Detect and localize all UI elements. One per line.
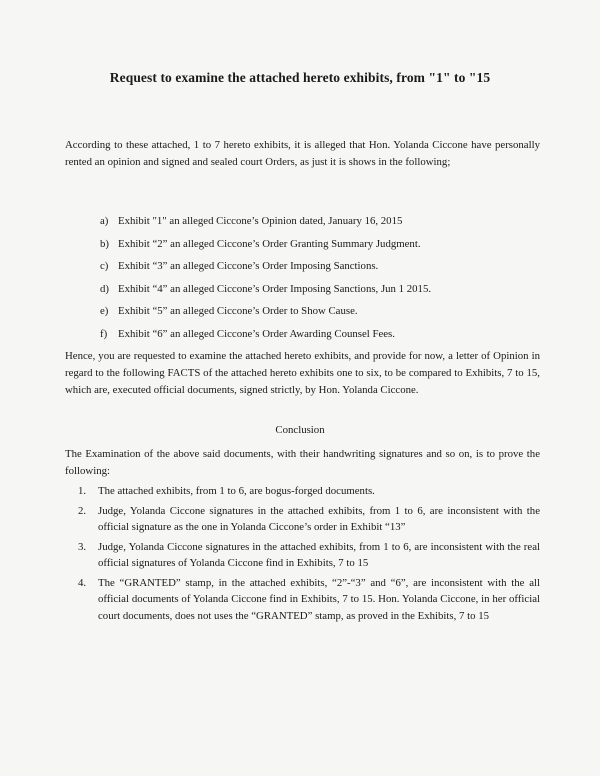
finding-number: 3.	[78, 540, 87, 553]
exhibit-text: Exhibit “3” an alleged Ciccone’s Order Imposing Sanctions.	[118, 260, 379, 272]
finding-number: 1.	[78, 485, 87, 497]
exhibit-text: Exhibit “4” an alleged Ciccone’s Order Imposing Sanctions, Jun 1 2015.	[118, 282, 432, 295]
exhibit-item	[100, 281, 431, 304]
intro-paragraph: According to these attached, 1 to 7 hereto exhibits, it is alleged that Hon. Yolanda Ciccone have personally rented an opinion and signed and sealed court Orders, as just it is shows in the following;	[65, 139, 540, 168]
exhibit-list	[100, 213, 431, 348]
finding-text: Judge, Yolanda Ciccone signatures in the attached exhibits, from 1 to 6, are inconsistent with the real official signatures of Yolanda Ciccone find in Exhibits, 7 to 15	[98, 540, 540, 569]
finding-text: Judge, Yolanda Ciccone signatures in the attached exhibits, from 1 to 6, are inconsistent with the official signature as the one in Yolanda Ciccone’s order in Exhibit “13”	[98, 504, 540, 533]
exhibit-text: Exhibit "1" an alleged Ciccone’s Opinion dated, January 16, 2015	[118, 215, 403, 227]
finding-item	[78, 503, 540, 536]
conclusion-heading: Conclusion	[275, 424, 325, 436]
finding-item	[78, 483, 540, 500]
findings-list	[78, 483, 540, 627]
exhibit-item	[100, 258, 431, 281]
examination-paragraph: The Examination of the above said documents, with their handwriting signatures and so on, is to prove the following:	[65, 448, 540, 477]
exhibit-marker: c)	[100, 260, 109, 272]
exhibit-marker: e)	[100, 305, 109, 317]
finding-number: 2.	[78, 504, 87, 517]
exhibit-marker: a)	[100, 215, 109, 227]
exhibit-text: Exhibit “2” an alleged Ciccone’s Order Granting Summary Judgment.	[118, 237, 421, 250]
finding-text: The attached exhibits, from 1 to 6, are bogus-forged documents.	[98, 485, 375, 497]
exhibit-text: Exhibit “5” an alleged Ciccone’s Order to Show Cause.	[118, 305, 358, 317]
finding-number: 4.	[78, 576, 87, 589]
exhibit-item	[100, 236, 431, 259]
exhibit-marker: b)	[100, 237, 109, 250]
exhibit-marker: d)	[100, 282, 109, 295]
document-title: Request to examine the attached hereto exhibits, from "1" to "15	[109, 70, 491, 85]
exhibit-item	[100, 213, 431, 236]
exhibit-text: Exhibit “6” an alleged Ciccone’s Order Awarding Counsel Fees.	[118, 327, 395, 340]
finding-text: The “GRANTED” stamp, in the attached exhibits, “2”-“3” and “6”, are inconsistent with the all official documents of Yolanda Ciccone find in Exhibits, 7 to 15. Hon. Yolanda Ciccone, in her official court documents, does not uses the “GRANTED” stamp, as proved in the Exhibits, 7 to 15	[98, 576, 540, 622]
request-paragraph: Hence, you are requested to examine the attached hereto exhibits, and provide for now, a letter of Opinion in regard to the following FACTS of the attached hereto exhibits one to six, to be compared to Exhibits, 7 to 15, which are, executed official documents, signed strictly, by Hon. Yolanda Ciccone.	[65, 350, 540, 396]
exhibit-item	[100, 303, 431, 326]
exhibit-item	[100, 326, 431, 349]
finding-item	[78, 539, 540, 572]
finding-item	[78, 575, 540, 625]
exhibit-marker: f)	[100, 327, 108, 340]
